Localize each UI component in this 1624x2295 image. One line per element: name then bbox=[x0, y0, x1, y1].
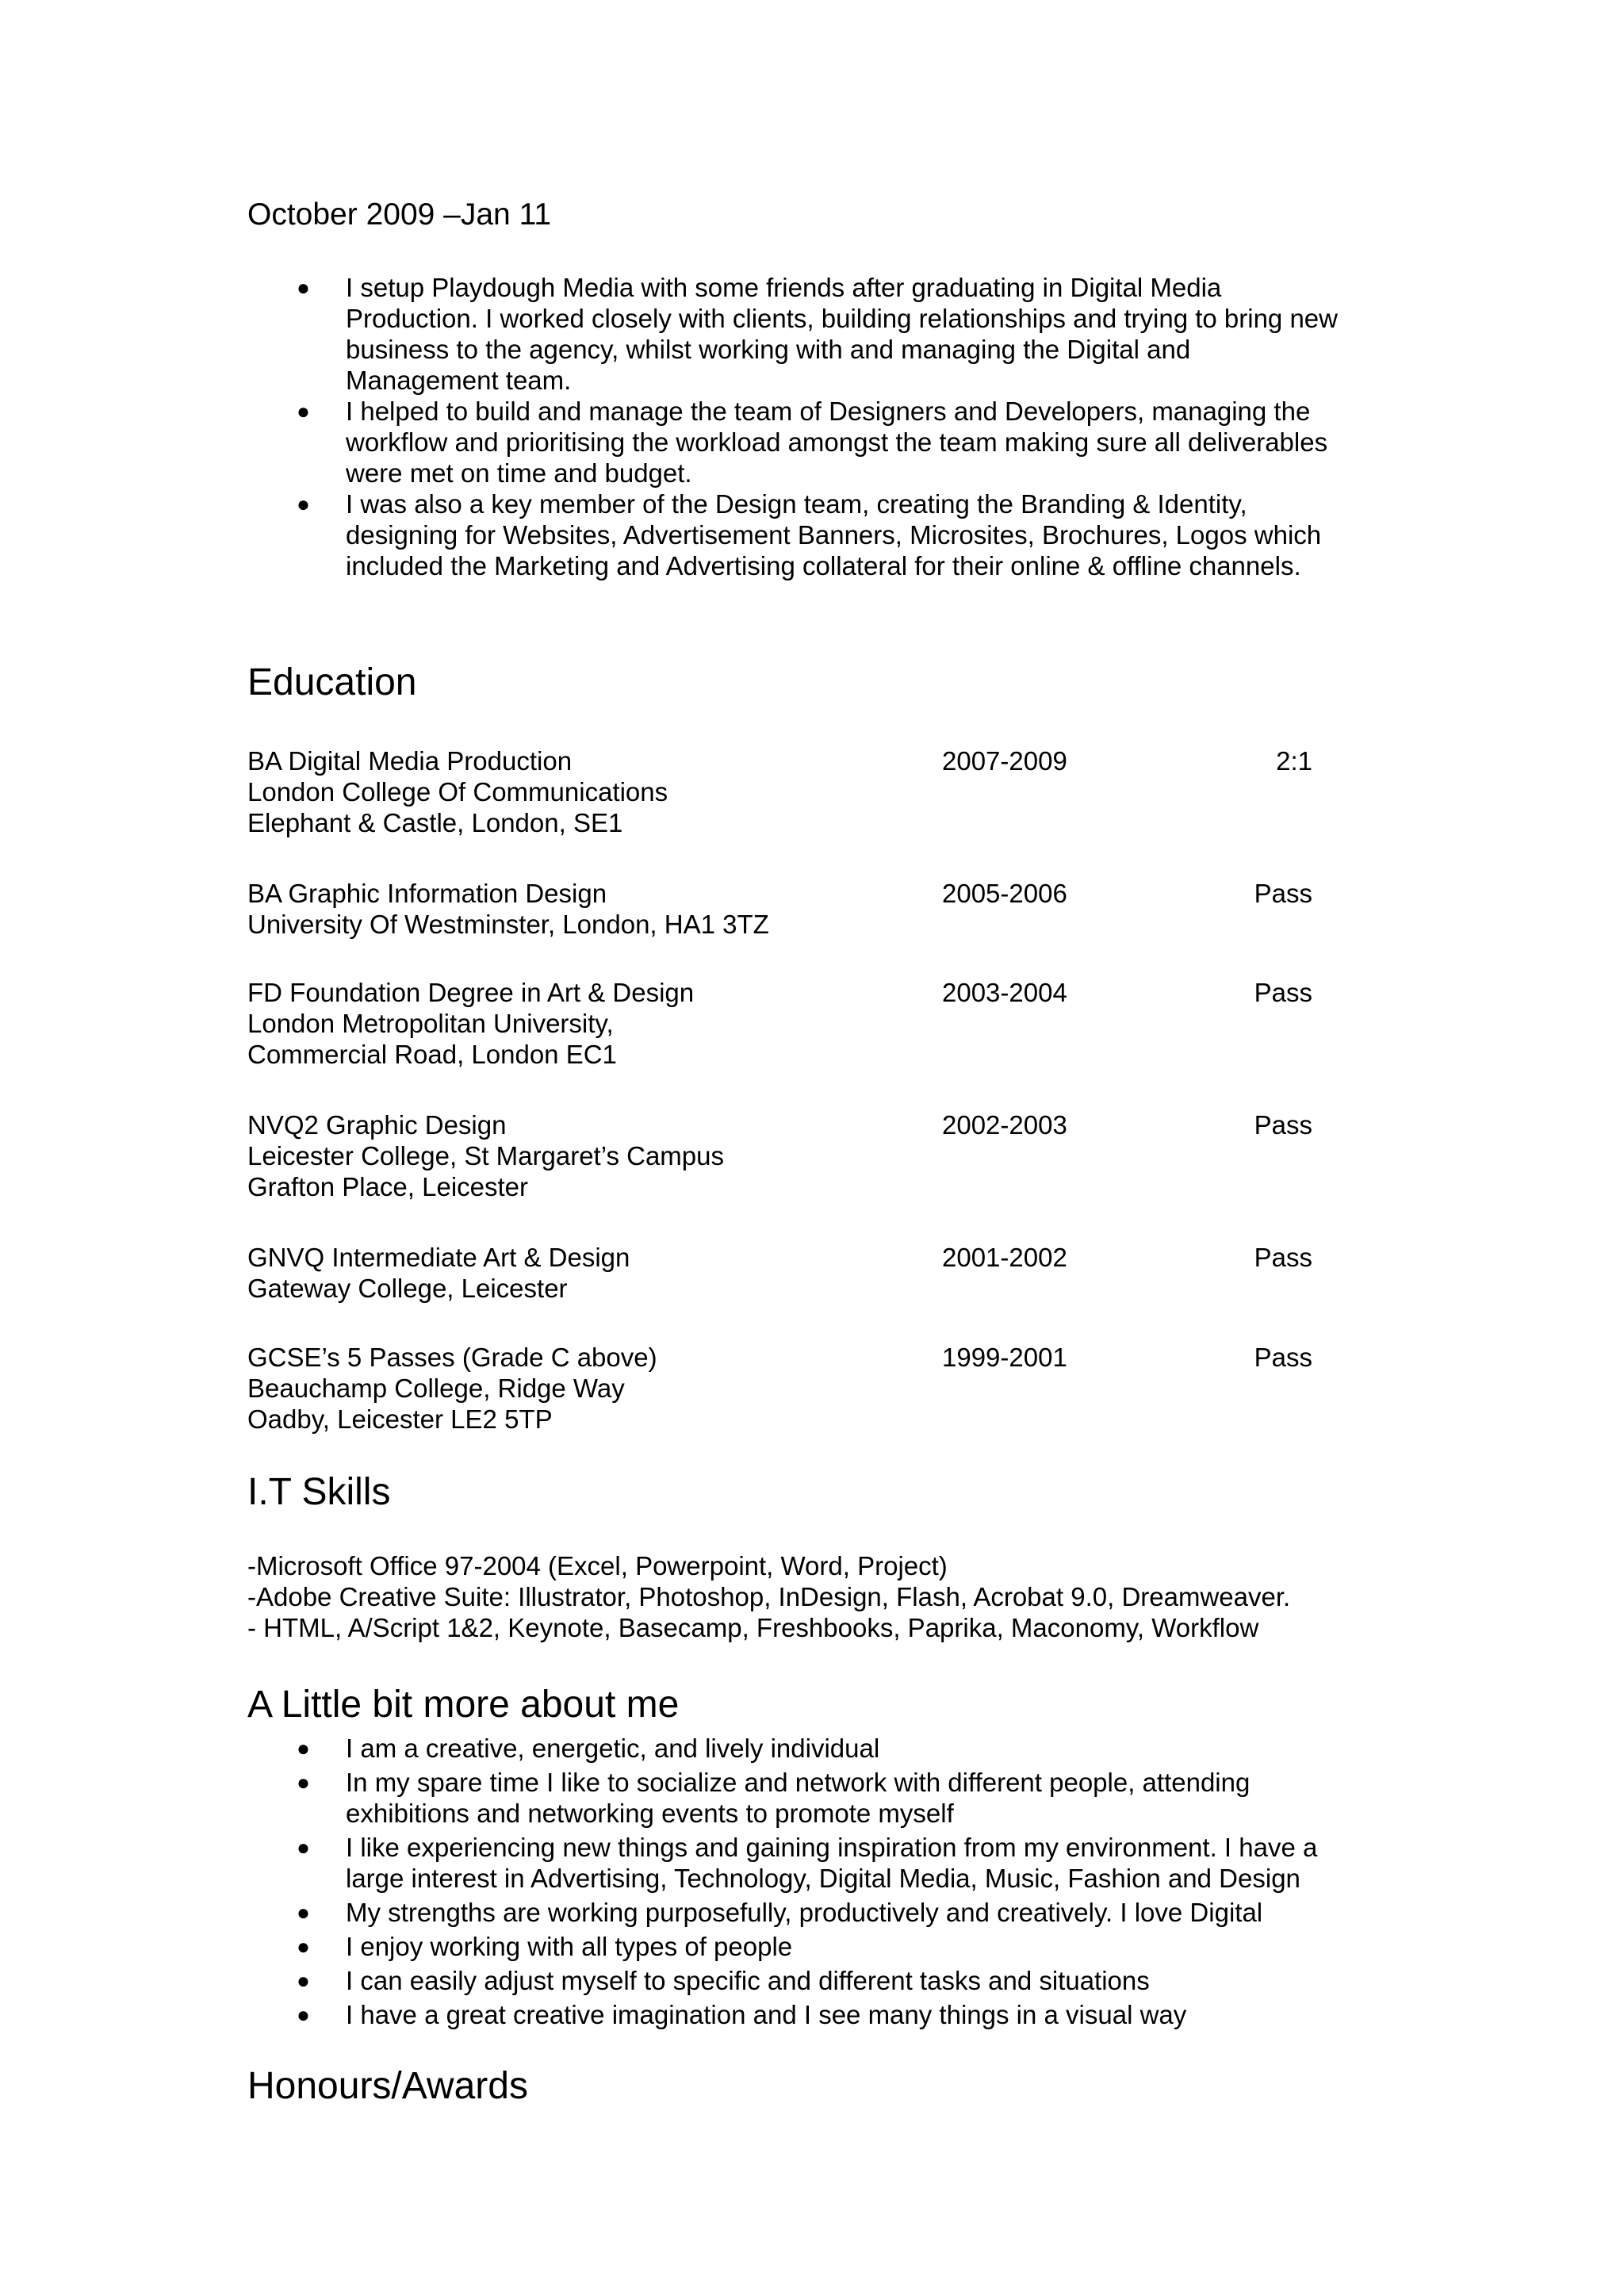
education-line: GNVQ Intermediate Art & Design bbox=[247, 1243, 630, 1272]
education-entry bbox=[247, 878, 1358, 940]
bullet-line: I was also a key member of the Design team, creating the Branding & Identity, bbox=[346, 489, 1247, 519]
bullet-dot-icon: ● bbox=[297, 399, 310, 423]
bullet-line: In my spare time I like to socialize and network with different people, attending bbox=[346, 1768, 1251, 1797]
experience-period: October 2009 –Jan 11 bbox=[247, 197, 552, 232]
it-skills-list bbox=[247, 1550, 1290, 1643]
about-bullet bbox=[247, 1999, 1437, 2030]
education-line: GCSE’s 5 Passes (Grade C above) bbox=[247, 1343, 657, 1372]
bullet-line: I like experiencing new things and gaining inspiration from my environment. I have a bbox=[346, 1833, 1318, 1862]
bullet-dot-icon: ● bbox=[297, 1968, 310, 1993]
bullet-dot-icon: ● bbox=[297, 1900, 310, 1925]
education-grade: Pass bbox=[1254, 1343, 1312, 1372]
bullet-dot-icon: ● bbox=[297, 1770, 310, 1795]
bullet-dot-icon: ● bbox=[297, 2002, 310, 2027]
it-skills-heading: I.T Skills bbox=[247, 1471, 391, 1513]
bullet-line: I am a creative, energetic, and lively individual bbox=[346, 1734, 880, 1763]
education-line: NVQ2 Graphic Design bbox=[247, 1110, 507, 1140]
honours-heading: Honours/Awards bbox=[247, 2065, 528, 2107]
bullet-line: I helped to build and manage the team of Designers and Developers, managing the bbox=[346, 397, 1311, 426]
education-line: London Metropolitan University, bbox=[247, 1009, 614, 1038]
education-line: Commercial Road, London EC1 bbox=[247, 1040, 617, 1069]
bullet-line: designing for Websites, Advertisement Banners, Microsites, Brochures, Logos which bbox=[346, 520, 1322, 550]
education-years: 2007-2009 bbox=[942, 746, 1067, 776]
bullet-line: I have a great creative imagination and I see many things in a visual way bbox=[346, 2000, 1187, 2029]
education-grade: 2:1 bbox=[1276, 746, 1312, 776]
education-entry bbox=[247, 745, 1358, 838]
about-bullet bbox=[247, 1733, 1437, 1764]
education-line: London College Of Communications bbox=[247, 777, 668, 807]
education-years: 2003-2004 bbox=[942, 978, 1067, 1007]
education-line: BA Graphic Information Design bbox=[247, 879, 607, 908]
experience-bullet bbox=[247, 489, 1437, 581]
bullet-line: Production. I worked closely with clients, building relationships and trying to bring new bbox=[346, 304, 1338, 333]
education-entry bbox=[247, 1109, 1358, 1202]
education-entry bbox=[247, 1242, 1358, 1304]
education-heading: Education bbox=[247, 661, 417, 703]
education-line: Grafton Place, Leicester bbox=[247, 1172, 529, 1201]
bullet-dot-icon: ● bbox=[297, 1736, 310, 1761]
about-bullets bbox=[247, 1733, 1437, 2030]
education-line: BA Digital Media Production bbox=[247, 746, 573, 776]
experience-bullet bbox=[247, 272, 1437, 396]
education-grade: Pass bbox=[1254, 978, 1312, 1007]
education-line: Gateway College, Leicester bbox=[247, 1274, 568, 1303]
about-bullet bbox=[247, 1931, 1437, 1962]
education-grade: Pass bbox=[1254, 1110, 1312, 1140]
bullet-line: were met on time and budget. bbox=[346, 458, 692, 488]
education-years: 2001-2002 bbox=[942, 1243, 1067, 1272]
education-entry bbox=[247, 977, 1358, 1070]
skill-line: -Adobe Creative Suite: Illustrator, Photoshop, InDesign, Flash, Acrobat 9.0, Dreamweaver. bbox=[247, 1582, 1291, 1611]
bullet-line: I setup Playdough Media with some friends after graduating in Digital Media bbox=[346, 273, 1222, 302]
bullet-line: Management team. bbox=[346, 366, 572, 395]
education-years: 2005-2006 bbox=[942, 879, 1067, 908]
education-entry bbox=[247, 1342, 1358, 1435]
bullet-dot-icon: ● bbox=[297, 275, 310, 300]
education-line: Beauchamp College, Ridge Way bbox=[247, 1374, 625, 1403]
about-bullet bbox=[247, 1767, 1437, 1829]
about-heading: A Little bit more about me bbox=[247, 1684, 680, 1726]
about-bullet bbox=[247, 1965, 1437, 1996]
education-line: Elephant & Castle, London, SE1 bbox=[247, 808, 623, 837]
experience-bullet bbox=[247, 396, 1437, 489]
bullet-dot-icon: ● bbox=[297, 1934, 310, 1959]
bullet-dot-icon: ● bbox=[297, 492, 310, 516]
skill-line: - HTML, A/Script 1&2, Keynote, Basecamp, Freshbooks, Paprika, Maconomy, Workflow bbox=[247, 1613, 1259, 1642]
education-years: 1999-2001 bbox=[942, 1343, 1067, 1372]
bullet-line: business to the agency, whilst working with and managing the Digital and bbox=[346, 335, 1191, 364]
bullet-line: workflow and prioritising the workload amongst the team making sure all deliverables bbox=[346, 427, 1328, 457]
bullet-line: included the Marketing and Advertising collateral for their online & offline channels. bbox=[346, 551, 1301, 580]
bullet-line: exhibitions and networking events to promote myself bbox=[346, 1799, 954, 1828]
bullet-line: My strengths are working purposefully, productively and creatively. I love Digital bbox=[346, 1898, 1263, 1927]
skill-line: -Microsoft Office 97-2004 (Excel, Powerpoint, Word, Project) bbox=[247, 1551, 948, 1580]
education-grade: Pass bbox=[1254, 879, 1312, 908]
education-line: FD Foundation Degree in Art & Design bbox=[247, 978, 695, 1007]
education-years: 2002-2003 bbox=[942, 1110, 1067, 1140]
education-line: Oadby, Leicester LE2 5TP bbox=[247, 1404, 553, 1434]
bullet-dot-icon: ● bbox=[297, 1835, 310, 1860]
education-grade: Pass bbox=[1254, 1243, 1312, 1272]
about-bullet bbox=[247, 1897, 1437, 1928]
education-line: University Of Westminster, London, HA1 3TZ bbox=[247, 910, 769, 939]
bullet-line: large interest in Advertising, Technology, Digital Media, Music, Fashion and Design bbox=[346, 1864, 1300, 1893]
bullet-line: I enjoy working with all types of people bbox=[346, 1932, 793, 1961]
about-bullet bbox=[247, 1832, 1437, 1894]
bullet-line: I can easily adjust myself to specific and different tasks and situations bbox=[346, 1966, 1150, 1995]
education-line: Leicester College, St Margaret’s Campus bbox=[247, 1141, 724, 1170]
experience-bullets bbox=[247, 272, 1437, 581]
